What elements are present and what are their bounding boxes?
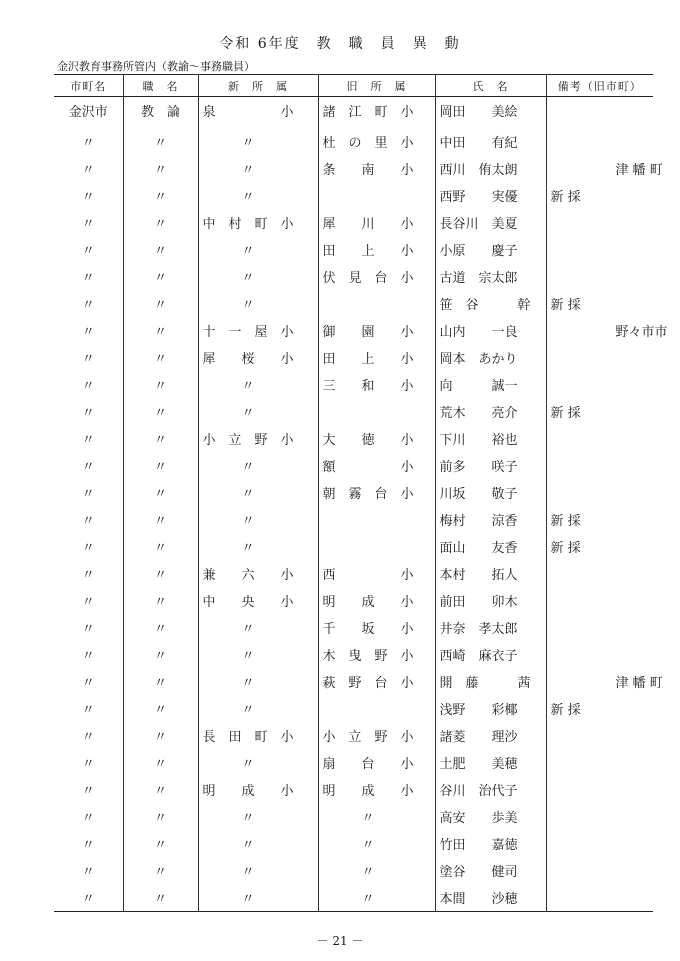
- name-cell: 小原 慶子: [435, 236, 546, 263]
- note-cell: [546, 803, 653, 830]
- name-cell: 岡田 美絵: [435, 97, 546, 125]
- table-body: [54, 97, 668, 912]
- city-cell: 〃: [81, 595, 95, 610]
- new-school-cell: 中 村 町 小: [198, 209, 318, 236]
- table-row: [54, 830, 653, 857]
- note-cell: [546, 560, 653, 587]
- new-school-cell: 〃: [198, 479, 318, 506]
- new-school-cell: 〃: [198, 124, 318, 155]
- role-cell: 〃: [123, 344, 198, 371]
- role-cell: 〃: [123, 182, 198, 209]
- note-cell: 野々市市: [546, 317, 653, 344]
- name-cell: 川坂 敬子: [435, 479, 546, 506]
- city-cell: 〃: [81, 244, 95, 259]
- note-cell: [546, 371, 653, 398]
- note-cell: 津 幡 町: [546, 668, 653, 695]
- table-row: [54, 398, 653, 425]
- old-school-cell: 田 上 小: [318, 344, 435, 371]
- city-cell: 〃: [81, 676, 95, 691]
- note-cell: [546, 857, 653, 884]
- city-cell: 〃: [81, 271, 95, 286]
- note-cell: [546, 722, 653, 749]
- role-cell: 〃: [123, 317, 198, 344]
- header-new-school: 新 所 属: [198, 75, 318, 97]
- new-school-cell: 十 一 屋 小: [198, 317, 318, 344]
- name-cell: 前田 卯木: [435, 587, 546, 614]
- old-school-cell: 額 小: [318, 452, 435, 479]
- page-number: － 21 －: [316, 934, 364, 948]
- new-school-cell: 〃: [198, 263, 318, 290]
- new-school-cell: 〃: [198, 641, 318, 668]
- new-school-cell: 〃: [198, 155, 318, 182]
- new-school-cell: 〃: [198, 452, 318, 479]
- note-cell: [546, 641, 653, 668]
- role-cell: 〃: [123, 884, 198, 912]
- table-row: [54, 452, 653, 479]
- city-cell: 〃: [81, 298, 95, 313]
- old-school-cell: 萩 野 台 小: [318, 668, 435, 695]
- note-cell: [546, 884, 653, 912]
- table-row: [54, 857, 653, 884]
- note-cell: [546, 124, 653, 155]
- city-cell: 〃: [81, 460, 95, 475]
- new-school-cell: 犀 桜 小: [198, 344, 318, 371]
- name-cell: 谷川 治代子: [435, 776, 546, 803]
- city-cell: 〃: [81, 757, 95, 772]
- name-cell: 岡本 あかり: [435, 344, 546, 371]
- old-school-cell: [318, 533, 435, 560]
- note-cell: [546, 452, 653, 479]
- name-cell: 土肥 美穂: [435, 749, 546, 776]
- city-cell: 〃: [81, 325, 95, 340]
- city-cell: 〃: [81, 190, 95, 205]
- old-school-cell: 木 曳 野 小: [318, 641, 435, 668]
- table-row: [54, 506, 653, 533]
- city-cell: 〃: [81, 892, 95, 907]
- old-school-cell: [318, 290, 435, 317]
- note-cell: [546, 587, 653, 614]
- table-row: [54, 614, 653, 641]
- table-row: [54, 641, 653, 668]
- table-header-row: [54, 75, 653, 97]
- note-cell: 津 幡 町: [546, 155, 653, 182]
- note-cell: 新 採: [546, 506, 653, 533]
- personnel-table: [54, 74, 668, 912]
- old-school-cell: 小 立 野 小: [318, 722, 435, 749]
- old-school-cell: [318, 398, 435, 425]
- table-row: [54, 124, 653, 155]
- new-school-cell: 〃: [198, 182, 318, 209]
- new-school-cell: 〃: [198, 695, 318, 722]
- role-cell: 〃: [123, 776, 198, 803]
- city-cell: 〃: [81, 568, 95, 583]
- header-name: 氏 名: [435, 75, 546, 97]
- old-school-cell: 〃: [318, 857, 435, 884]
- city-cell: 〃: [81, 163, 95, 178]
- city-cell: 金沢市: [68, 105, 108, 120]
- table-row: [54, 722, 653, 749]
- role-cell: 〃: [123, 371, 198, 398]
- name-cell: 面山 友香: [435, 533, 546, 560]
- name-cell: 笹 谷 幹: [435, 290, 546, 317]
- note-cell: [546, 479, 653, 506]
- city-cell: 〃: [81, 622, 95, 637]
- name-cell: 梅村 涼香: [435, 506, 546, 533]
- role-cell: 〃: [123, 641, 198, 668]
- table-row: [54, 155, 653, 182]
- document-title: 令和 6年度 教 職 員 異 動: [219, 36, 461, 52]
- table-row: [54, 371, 653, 398]
- role-cell: 〃: [123, 236, 198, 263]
- name-cell: 浅野 彩椰: [435, 695, 546, 722]
- old-school-cell: 三 和 小: [318, 371, 435, 398]
- table-row: [54, 668, 653, 695]
- role-cell: 〃: [123, 857, 198, 884]
- header-note: 備考（旧市町）: [546, 75, 653, 97]
- table-row: [54, 317, 653, 344]
- table-row: [54, 560, 653, 587]
- name-cell: 西川 侑太朗: [435, 155, 546, 182]
- city-cell: 〃: [81, 649, 95, 664]
- new-school-cell: 長 田 町 小: [198, 722, 318, 749]
- role-cell: 〃: [123, 155, 198, 182]
- document-subtitle: 金沢教育事務所管内（教諭～事務職員）: [57, 60, 255, 73]
- city-cell: 〃: [81, 514, 95, 529]
- old-school-cell: 西 小: [318, 560, 435, 587]
- note-cell: [546, 236, 653, 263]
- name-cell: 向 誠一: [435, 371, 546, 398]
- new-school-cell: 小 立 野 小: [198, 425, 318, 452]
- table-row: [54, 236, 653, 263]
- note-cell: 新 採: [546, 533, 653, 560]
- name-cell: 西野 実優: [435, 182, 546, 209]
- table-row: [54, 263, 653, 290]
- new-school-cell: 〃: [198, 749, 318, 776]
- role-cell: 〃: [123, 398, 198, 425]
- note-cell: [546, 97, 653, 125]
- role-cell: 〃: [123, 479, 198, 506]
- role-cell: 〃: [123, 830, 198, 857]
- city-cell: 〃: [81, 136, 95, 151]
- role-cell: 〃: [123, 695, 198, 722]
- old-school-cell: 条 南 小: [318, 155, 435, 182]
- role-cell: 〃: [123, 803, 198, 830]
- note-cell: [546, 263, 653, 290]
- name-cell: 荒木 亮介: [435, 398, 546, 425]
- old-school-cell: 扇 台 小: [318, 749, 435, 776]
- old-school-cell: 朝 霧 台 小: [318, 479, 435, 506]
- note-cell: [546, 749, 653, 776]
- old-school-cell: 犀 川 小: [318, 209, 435, 236]
- role-cell: 〃: [123, 124, 198, 155]
- role-cell: 〃: [123, 749, 198, 776]
- name-cell: 高安 歩美: [435, 803, 546, 830]
- role-cell: 〃: [123, 263, 198, 290]
- name-cell: 山内 一良: [435, 317, 546, 344]
- old-school-cell: [318, 182, 435, 209]
- city-cell: 〃: [81, 703, 95, 718]
- table-row: [54, 425, 653, 452]
- role-cell: 〃: [123, 560, 198, 587]
- city-cell: 〃: [81, 865, 95, 880]
- table-row: [54, 587, 653, 614]
- new-school-cell: 〃: [198, 803, 318, 830]
- table-row: [54, 290, 653, 317]
- new-school-cell: 〃: [198, 668, 318, 695]
- old-school-cell: 杜 の 里 小: [318, 124, 435, 155]
- new-school-cell: 〃: [198, 857, 318, 884]
- table-row: [54, 803, 653, 830]
- role-cell: 〃: [123, 209, 198, 236]
- table-row: [54, 97, 653, 125]
- header-role: 職 名: [123, 75, 198, 97]
- note-cell: [546, 614, 653, 641]
- note-cell: 新 採: [546, 398, 653, 425]
- role-cell: 〃: [123, 722, 198, 749]
- new-school-cell: 兼 六 小: [198, 560, 318, 587]
- table-row: [54, 776, 653, 803]
- table-row: [54, 209, 653, 236]
- table-row: [54, 749, 653, 776]
- new-school-cell: 〃: [198, 290, 318, 317]
- note-cell: 新 採: [546, 290, 653, 317]
- name-cell: 諸菱 理沙: [435, 722, 546, 749]
- city-cell: 〃: [81, 352, 95, 367]
- name-cell: 西崎 麻衣子: [435, 641, 546, 668]
- city-cell: 〃: [81, 217, 95, 232]
- new-school-cell: 中 央 小: [198, 587, 318, 614]
- name-cell: 本間 沙穂: [435, 884, 546, 912]
- new-school-cell: 〃: [198, 236, 318, 263]
- city-cell: 〃: [81, 784, 95, 799]
- table-row: [54, 344, 653, 371]
- role-cell: 〃: [123, 425, 198, 452]
- new-school-cell: 〃: [198, 398, 318, 425]
- old-school-cell: 御 園 小: [318, 317, 435, 344]
- city-cell: 〃: [81, 487, 95, 502]
- role-cell: 〃: [123, 290, 198, 317]
- note-cell: [546, 830, 653, 857]
- old-school-cell: 〃: [318, 803, 435, 830]
- old-school-cell: 田 上 小: [318, 236, 435, 263]
- table-row: [54, 533, 653, 560]
- old-school-cell: 明 成 小: [318, 587, 435, 614]
- old-school-cell: 諸 江 町 小: [318, 97, 435, 125]
- old-school-cell: [318, 506, 435, 533]
- note-cell: [546, 425, 653, 452]
- city-cell: 〃: [81, 379, 95, 394]
- role-cell: 教 論: [123, 97, 198, 125]
- new-school-cell: 〃: [198, 884, 318, 912]
- new-school-cell: 〃: [198, 506, 318, 533]
- table-row: [54, 695, 653, 722]
- old-school-cell: 〃: [318, 830, 435, 857]
- note-cell: [546, 776, 653, 803]
- table-row: [54, 182, 653, 209]
- table-row: [54, 479, 653, 506]
- old-school-cell: [318, 695, 435, 722]
- new-school-cell: 〃: [198, 371, 318, 398]
- table-row: [54, 884, 653, 912]
- role-cell: 〃: [123, 452, 198, 479]
- new-school-cell: 〃: [198, 614, 318, 641]
- old-school-cell: 明 成 小: [318, 776, 435, 803]
- name-cell: 古道 宗太郎: [435, 263, 546, 290]
- header-city: 市町名: [54, 75, 123, 97]
- city-cell: 〃: [81, 811, 95, 826]
- name-cell: 本村 拓人: [435, 560, 546, 587]
- old-school-cell: 〃: [318, 884, 435, 912]
- note-cell: 新 採: [546, 695, 653, 722]
- city-cell: 〃: [81, 406, 95, 421]
- role-cell: 〃: [123, 614, 198, 641]
- role-cell: 〃: [123, 533, 198, 560]
- note-cell: 新 採: [546, 182, 653, 209]
- name-cell: 塗谷 健司: [435, 857, 546, 884]
- name-cell: 竹田 嘉徳: [435, 830, 546, 857]
- name-cell: 中田 有紀: [435, 124, 546, 155]
- name-cell: 下川 裕也: [435, 425, 546, 452]
- role-cell: 〃: [123, 668, 198, 695]
- city-cell: 〃: [81, 730, 95, 745]
- note-cell: [546, 209, 653, 236]
- city-cell: 〃: [81, 541, 95, 556]
- name-cell: 前多 咲子: [435, 452, 546, 479]
- new-school-cell: 〃: [198, 830, 318, 857]
- note-cell: [546, 344, 653, 371]
- name-cell: 開 藤 茜: [435, 668, 546, 695]
- role-cell: 〃: [123, 506, 198, 533]
- name-cell: 井奈 孝太郎: [435, 614, 546, 641]
- new-school-cell: 明 成 小: [198, 776, 318, 803]
- old-school-cell: 大 徳 小: [318, 425, 435, 452]
- city-cell: 〃: [81, 433, 95, 448]
- old-school-cell: 千 坂 小: [318, 614, 435, 641]
- role-cell: 〃: [123, 587, 198, 614]
- city-cell: 〃: [81, 838, 95, 853]
- header-old-school: 旧 所 属: [318, 75, 435, 97]
- new-school-cell: 泉 小: [198, 97, 318, 125]
- name-cell: 長谷川 美夏: [435, 209, 546, 236]
- old-school-cell: 伏 見 台 小: [318, 263, 435, 290]
- new-school-cell: 〃: [198, 533, 318, 560]
